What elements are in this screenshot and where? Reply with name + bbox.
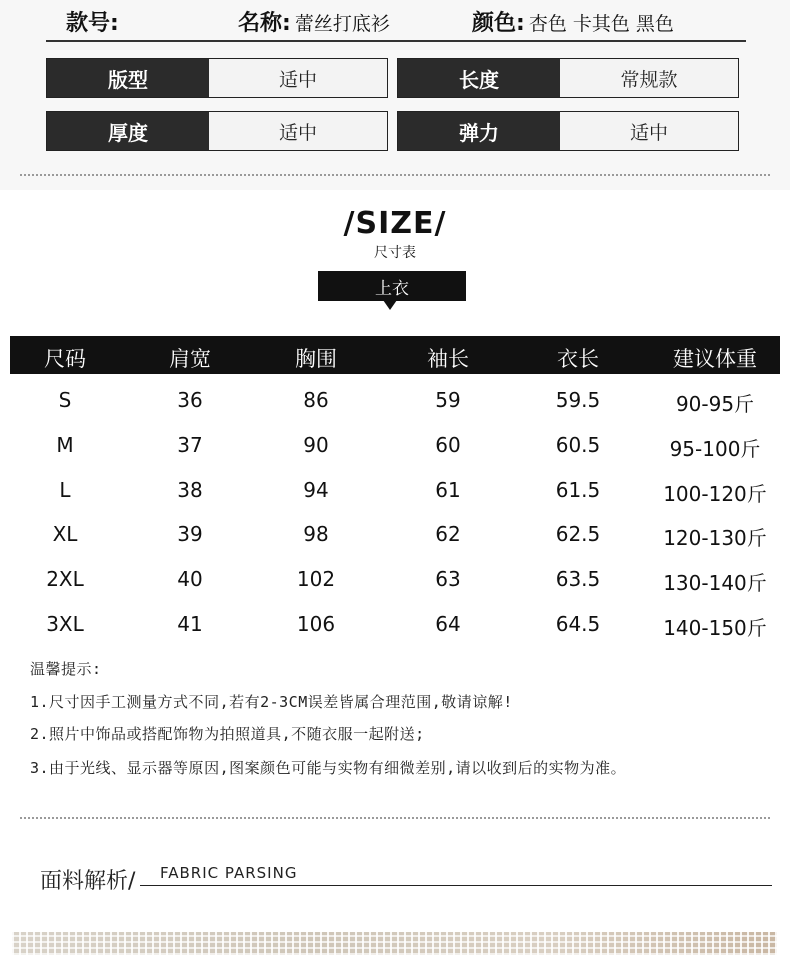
table-cell: 60 — [435, 433, 461, 457]
table-cell: 95-100斤 — [669, 437, 761, 461]
lace-fabric-image — [12, 932, 777, 955]
table-cell: S — [58, 388, 72, 412]
size-subtitle: 尺寸表 — [374, 245, 416, 261]
table-cell: 62.5 — [555, 522, 601, 546]
table-cell: 130-140斤 — [663, 571, 767, 595]
table-cell: 3XL — [46, 612, 84, 636]
notes-title: 温馨提示: — [30, 660, 102, 678]
table-cell: 59 — [435, 388, 461, 412]
table-cell: 102 — [296, 567, 336, 591]
table-cell: 38 — [177, 478, 203, 502]
product-name-label: 名称: — [238, 11, 291, 36]
attribute-key: 厚度 — [47, 112, 209, 150]
table-cell: 94 — [303, 478, 329, 502]
attribute-length — [397, 58, 739, 98]
table-cell: 86 — [303, 388, 329, 412]
attribute-key: 版型 — [47, 59, 209, 97]
table-cell: 40 — [177, 567, 203, 591]
header-divider — [46, 40, 746, 42]
tag-arrow-icon — [383, 300, 397, 310]
attribute-thickness — [46, 111, 388, 151]
attribute-value: 适中 — [560, 112, 738, 150]
table-cell: 59.5 — [555, 388, 601, 412]
product-name-value: 蕾丝打底衫 — [294, 13, 390, 35]
attribute-value: 适中 — [209, 112, 387, 150]
table-cell: L — [59, 478, 71, 502]
table-cell: 98 — [303, 522, 329, 546]
table-cell: 63 — [435, 567, 461, 591]
table-cell: 140-150斤 — [663, 616, 767, 640]
attribute-key: 弹力 — [398, 112, 560, 150]
dotted-divider — [20, 174, 770, 176]
table-cell: 61.5 — [555, 478, 601, 502]
note-item: 2.照片中饰品或搭配饰物为拍照道具,不随衣服一起附送; — [30, 725, 425, 743]
table-cell: 100-120斤 — [663, 482, 767, 506]
note-item: 1.尺寸因手工测量方式不同,若有2-3CM误差皆属合理范围,敬请谅解! — [30, 693, 513, 711]
product-colors-value: 杏色 卡其色 黑色 — [528, 13, 674, 35]
column-header: 衣长 — [557, 347, 599, 371]
table-cell: 60.5 — [555, 433, 601, 457]
table-cell: 64.5 — [555, 612, 601, 636]
table-cell: 106 — [296, 612, 336, 636]
product-name — [238, 6, 390, 37]
column-header: 建议体重 — [673, 347, 757, 371]
table-cell: 37 — [177, 433, 203, 457]
table-cell: 63.5 — [555, 567, 601, 591]
fabric-subtitle: FABRIC PARSING — [160, 864, 298, 882]
category-tag: 上衣 — [318, 271, 466, 301]
table-cell: 90 — [303, 433, 329, 457]
column-header: 袖长 — [427, 347, 469, 371]
dotted-divider — [20, 817, 770, 819]
product-colors-label: 颜色: — [472, 11, 525, 36]
size-title: /SIZE/ — [343, 206, 447, 241]
attribute-key: 长度 — [398, 59, 560, 97]
attribute-elasticity — [397, 111, 739, 151]
table-cell: 61 — [435, 478, 461, 502]
table-cell: 2XL — [46, 567, 84, 591]
table-cell: 90-95斤 — [675, 392, 755, 416]
table-cell: 64 — [435, 612, 461, 636]
table-cell: 62 — [435, 522, 461, 546]
fabric-title: 面料解析/ — [40, 869, 136, 894]
table-cell: 36 — [177, 388, 203, 412]
product-colors — [472, 6, 674, 37]
note-item: 3.由于光线、显示器等原因,图案颜色可能与实物有细微差别,请以收到后的实物为准。 — [30, 759, 627, 777]
table-cell: 41 — [177, 612, 203, 636]
attribute-value: 适中 — [209, 59, 387, 97]
column-header: 胸围 — [295, 347, 337, 371]
column-header: 尺码 — [44, 347, 86, 371]
table-cell: M — [56, 433, 74, 457]
style-number — [66, 6, 123, 37]
attribute-fit — [46, 58, 388, 98]
attribute-value: 常规款 — [560, 59, 738, 97]
table-cell: 39 — [177, 522, 203, 546]
table-cell: XL — [52, 522, 78, 546]
style-number-label: 款号: — [66, 11, 119, 36]
column-header: 肩宽 — [169, 347, 211, 371]
table-cell: 120-130斤 — [663, 526, 767, 550]
fabric-underline — [140, 885, 772, 886]
